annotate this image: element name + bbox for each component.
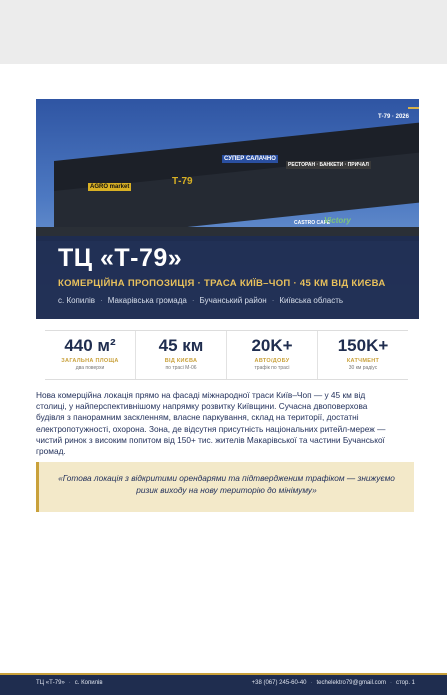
footer-phone: +38 (067) 245-60-40 [251,680,307,686]
building-sign-logo: Т-79 [172,176,193,187]
footer-right: +38 (067) 245-60-40 · techelektro79@gmail.com · стор. 1 [251,680,415,686]
stat-sub: трафік по трасі [254,365,290,371]
stat-value: 440 м² [64,336,116,355]
stat-sub: по трасі М-06 [165,365,197,371]
building-sign: CASTRO CAFE [294,220,331,226]
document-page [0,64,447,700]
location-item: Бучанський район [199,296,267,305]
stat-sub: 30 км радіус [348,365,378,371]
location-item: с. Копилів [58,296,96,305]
stat-catchment [318,331,408,379]
stats-row [45,330,408,380]
location-breadcrumb: с. Копилів · Макарівська громада · Бучанський район · Київська область [58,296,344,305]
building-sign: AGRO market [90,184,130,190]
location-item: Київська область [279,296,344,305]
building-sign: Victory [324,216,351,225]
stat-traffic [227,331,318,379]
page-footer [0,675,447,695]
stat-label: КАТЧМЕНТ [346,358,380,364]
building-sign: СУПЕР САЛАЧНО [224,156,276,162]
stat-value: 150K+ [337,336,389,355]
footer-email: techelektro79@gmail.com [316,680,386,686]
building-sign: РЕСТОРАН · БАНКЕТИ · ПРИЧАЛ [288,162,369,168]
stat-sub: два поверхи [75,365,105,371]
stat-label: ЗАГАЛЬНА ПЛОЩА [61,358,119,364]
hero-banner [36,99,419,319]
location-item: Макарівська громада [107,296,187,305]
page-subtitle: КОМЕРЦІЙНА ПРОПОЗИЦІЯ · ТРАСА КИЇВ–ЧОП · 45 КМ ВІД КИЄВА [58,278,386,289]
footer-page-number: стор. 1 [395,680,415,686]
page-title: ТЦ «Т-79» [58,244,183,272]
stat-value: 20K+ [251,336,293,355]
stat-area [45,331,136,379]
accent-line [408,107,419,109]
hero-title-band [36,236,419,319]
footer-location: с. Копилів [74,680,103,686]
description-paragraph: Нова комерційна локація прямо на фасаді міжнародної траси Київ–Чоп — у 45 км від столиці, у найперспективнішому напрямку розвитку Київщини. Сучасна двоповерхова будівля з панорамним заскленням, власне паркування, склад на території, достатні електропотужності, охорона. Зона, де відсутня присутність національних ритейл-мереж — чистий ринок з високим попитом від 150+ тис. жителів Макарівської та частини Бучанської громад. [36,390,386,457]
highlight-quote: «Готова локація з відкритими орендарями та підтвердженим трафіком — знижуємо ризик виходу на нову територію до мінімуму» [36,462,414,512]
stat-label: АВТО/ДОБУ [254,358,290,364]
stat-distance [136,331,227,379]
stat-label: ВІД КИЄВА [164,358,198,364]
footer-left: ТЦ «Т-79» · с. Копилів [36,680,103,686]
stat-value: 45 км [158,336,204,355]
footer-brand: ТЦ «Т-79» [36,680,65,686]
hero-tag: Т-79 · 2026 [377,114,409,120]
